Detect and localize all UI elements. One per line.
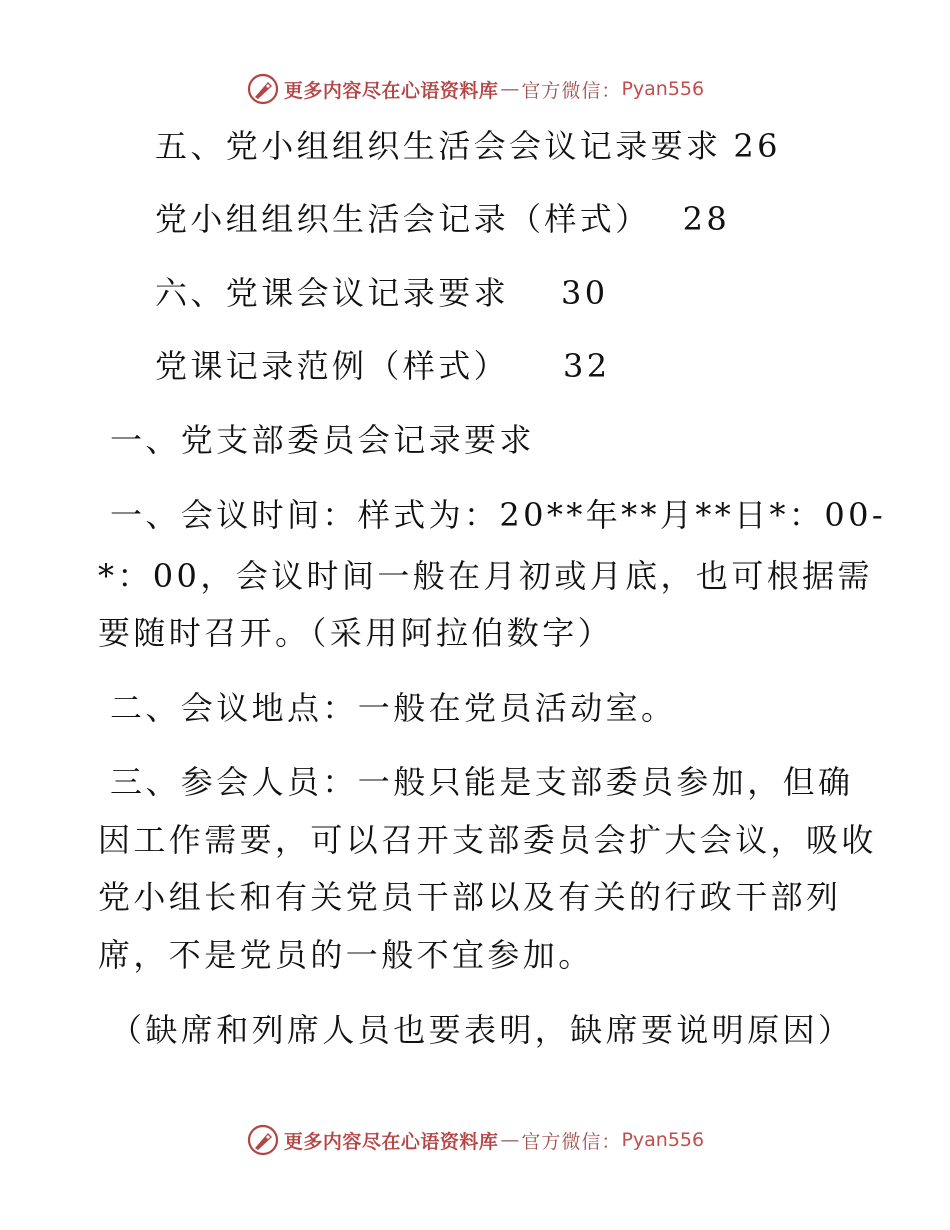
toc-entry-page: 32 bbox=[563, 347, 611, 385]
toc-entry-page: 28 bbox=[682, 200, 731, 238]
body-line: 席，不是党员的一般不宜参加。 bbox=[98, 936, 594, 974]
body-line: *：00，会议时间一般在月初或月底，也可根据需 bbox=[98, 557, 873, 595]
pen-nib-logo-icon bbox=[246, 1123, 280, 1157]
toc-entry-page: 30 bbox=[561, 274, 609, 312]
toc-entry-title: 五、党小组组织生活会会议记录要求 bbox=[155, 127, 722, 165]
body-line: 二、会议地点：一般在党员活动室。 bbox=[110, 689, 677, 727]
toc-entry-page: 26 bbox=[733, 127, 781, 165]
toc-entry bbox=[155, 126, 781, 166]
watermark-separator: — bbox=[500, 78, 520, 100]
body-line: 要随时召开。（采用阿拉伯数字） bbox=[98, 614, 614, 652]
body-line: （缺席和列席人员也要表明，缺席要说明原因） bbox=[110, 1011, 854, 1049]
body-line: 因工作需要，可以召开支部委员会扩大会议，吸收 bbox=[98, 821, 877, 859]
watermark-wechat-id: Pyan556 bbox=[621, 1129, 705, 1151]
watermark-wechat-label: 官方微信： bbox=[521, 79, 622, 102]
body-line: 一、会议时间：样式为：20**年**月**日*：00- bbox=[110, 496, 887, 534]
footer-watermark bbox=[0, 1123, 950, 1157]
watermark-brand: 更多内容尽在心语资料库 bbox=[283, 79, 499, 102]
watermark-wechat-label: 官方微信： bbox=[521, 1130, 622, 1153]
section-heading: 一、党支部委员会记录要求 bbox=[110, 421, 535, 459]
watermark-brand: 更多内容尽在心语资料库 bbox=[283, 1130, 499, 1153]
header-watermark bbox=[0, 72, 950, 106]
toc-entry-title: 党小组组织生活会记录（样式） bbox=[155, 200, 651, 238]
toc-entry bbox=[155, 346, 611, 386]
toc-entry-title: 党课记录范例（样式） bbox=[155, 347, 510, 385]
pen-nib-logo-icon bbox=[246, 72, 280, 106]
watermark-wechat-id: Pyan556 bbox=[621, 78, 705, 100]
toc-entry-title: 六、党课会议记录要求 bbox=[155, 274, 510, 312]
toc-entry bbox=[155, 273, 609, 313]
watermark-separator: — bbox=[500, 1129, 520, 1151]
toc-entry bbox=[155, 199, 730, 239]
body-line: 党小组长和有关党员干部以及有关的行政干部列 bbox=[98, 878, 842, 916]
body-line: 三、参会人员：一般只能是支部委员参加，但确 bbox=[110, 763, 854, 801]
